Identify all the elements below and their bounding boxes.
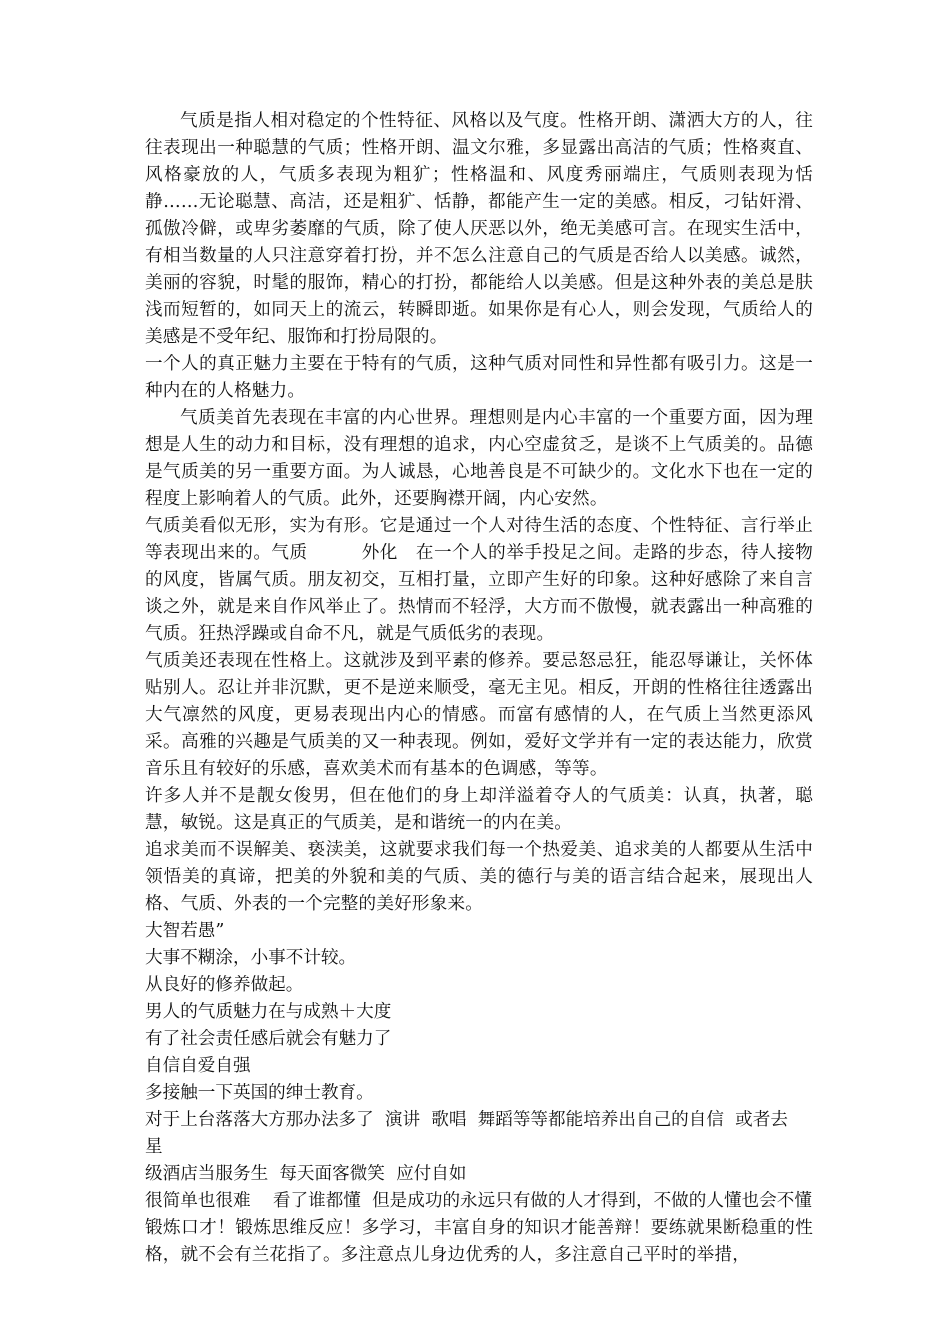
note-line: 从良好的修养做起。: [145, 975, 304, 995]
paragraph-character: 气质美还表现在性格上。这就涉及到平素的修养。要忌怒忌狂，能忍辱谦让，关怀体贴别人。忍让并非沉默，更不是逆来顺受，毫无主见。相反，开朗的性格往往透露出大气凛然的风度，更易表现出内心的情感。而富有感情的人，在气质上当然更添风采。高雅的兴趣是气质美的又一种表现。例如，爱好文学并有一定的表达能力，欣赏音乐且有较好的乐感，喜欢美术而有基本的色调感，等等。: [145, 651, 813, 779]
note-paragraph: 锻炼口才！锻炼思维反应！多学习，丰富自身的知识才能善辩！要练就果断稳重的性格，就不会有兰花指了。多注意点儿身边优秀的人，多注意自己平时的举措，: [145, 1218, 813, 1265]
document-page: [145, 108, 813, 1269]
note-line: 级酒店当服务生 每天面客微笑 应付自如: [145, 1164, 467, 1184]
paragraph-pursuit-of-beauty: 追求美而不误解美、亵渎美，这就要求我们每一个热爱美、追求美的人都要从生活中领悟美的真谛，把美的外貌和美的气质、美的德行与美的语言结合起来，展现出人格、气质、外表的一个完整的美好形象来。: [145, 840, 813, 914]
paragraph-inner-beauty: 许多人并不是靓女俊男，但在他们的身上却洋溢着夺人的气质美：认真，执著，聪慧，敏锐。这是真正的气质美，是和谐统一的内在美。: [145, 786, 813, 833]
note-line: 多接触一下英国的绅士教育。: [145, 1083, 374, 1103]
note-line: 对于上台落落大方那办法多了 演讲 歌唱 舞蹈等等都能培养出自己的自信 或者去 星: [145, 1110, 811, 1157]
paragraph-temperament-definition: 气质是指人相对稳定的个性特征、风格以及气度。性格开朗、潇洒大方的人，往往表现出一种聪慧的气质；性格开朗、温文尔雅，多显露出高洁的气质；性格爽直、风格豪放的人，气质多表现为粗犷；性格温和、风度秀丽端庄，气质则表现为恬静……无论聪慧、高洁，还是粗犷、恬静，都能产生一定的美感。相反，刁钻奸滑、孤傲冷僻，或卑劣萎靡的气质，除了使人厌恶以外，绝无美感可言。在现实生活中，有相当数量的人只注意穿着打扮，并不怎么注意自己的气质是否给人以美感。诚然，美丽的容貌，时髦的服饰，精心的打扮，都能给人以美感。但是这种外表的美总是肤浅而短暂的，如同天上的流云，转瞬即逝。如果你是有心人，则会发现，气质给人的美感是不受年纪、服饰和打扮局限的。: [145, 111, 813, 347]
note-line: 有了社会责任感后就会有魅力了: [145, 1029, 392, 1049]
paragraph-inner-world: 气质美首先表现在丰富的内心世界。理想则是内心丰富的一个重要方面，因为理想是人生的动力和目标，没有理想的追求，内心空虚贫乏，是谈不上气质美的。品德是气质美的另一重要方面。为人诚恳，心地善良是不可缺少的。文化水下也在一定的程度上影响着人的气质。此外，还要胸襟开阔，内心安然。: [145, 408, 813, 509]
note-line: 大事不糊涂，小事不计较。: [145, 948, 357, 968]
note-line: 男人的气质魅力在与成熟＋大度: [145, 1002, 392, 1022]
paragraph-visible-form: 气质美看似无形，实为有形。它是通过一个人对待生活的态度、个性特征、言行举止等表现出来的。气质 外化 在一个人的举手投足之间。走路的步态，待人接物的风度，皆属气质。朋友初交，互相打量，立即产生好的印象。这种好感除了来自言谈之外，就是来自作风举止了。热情而不轻浮，大方而不傲慢，就表露出一种高雅的气质。狂热浮躁或自命不凡，就是气质低劣的表现。: [145, 516, 813, 644]
note-line: 大智若愚”: [145, 921, 225, 941]
note-line: 很简单也很难 看了谁都懂 但是成功的永远只有做的人才得到，不做的人懂也会不懂: [145, 1191, 812, 1211]
paragraph-true-charm: 一个人的真正魅力主要在于特有的气质，这种气质对同性和异性都有吸引力。这是一种内在的人格魅力。: [145, 354, 813, 401]
note-line: 自信自爱自强: [145, 1056, 251, 1076]
